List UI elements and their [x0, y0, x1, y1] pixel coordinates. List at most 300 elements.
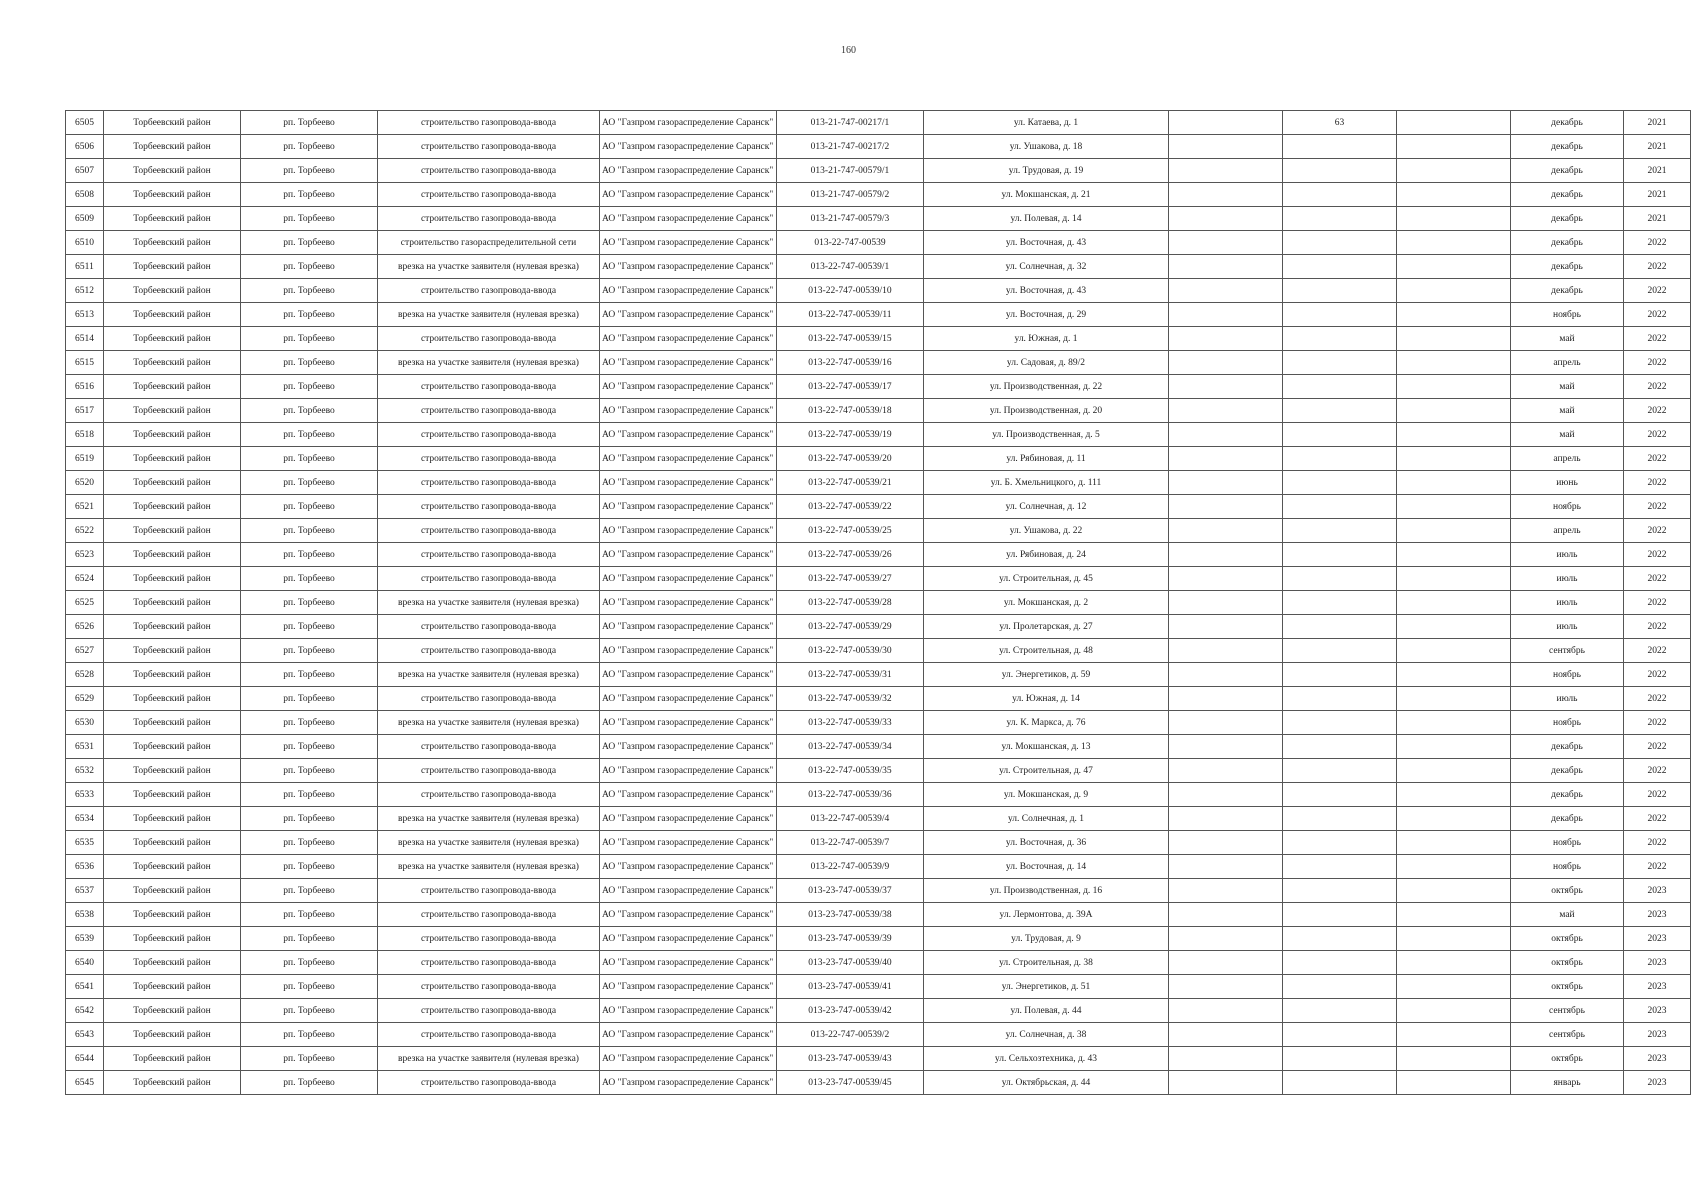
- cell-month: июль: [1511, 687, 1624, 711]
- cell-c8: [1169, 879, 1283, 903]
- table-row: [66, 135, 1691, 159]
- cell-locality: рп. Торбеево: [241, 279, 378, 303]
- cell-month: октябрь: [1511, 975, 1624, 999]
- cell-code: 013-22-747-00539/33: [777, 711, 924, 735]
- cell-work_type: строительство газопровода-ввода: [378, 543, 600, 567]
- cell-c8: [1169, 927, 1283, 951]
- cell-c9: [1283, 447, 1397, 471]
- cell-work_type: врезка на участке заявителя (нулевая врезка): [378, 807, 600, 831]
- cell-code: 013-23-747-00539/37: [777, 879, 924, 903]
- cell-c9: [1283, 615, 1397, 639]
- cell-locality: рп. Торбеево: [241, 615, 378, 639]
- cell-month: декабрь: [1511, 759, 1624, 783]
- cell-year: 2022: [1624, 615, 1691, 639]
- cell-code: 013-22-747-00539/36: [777, 783, 924, 807]
- cell-address: ул. Ушакова, д. 22: [924, 519, 1169, 543]
- cell-year: 2022: [1624, 303, 1691, 327]
- cell-address: ул. Строительная, д. 48: [924, 639, 1169, 663]
- cell-month: декабрь: [1511, 207, 1624, 231]
- table-row: [66, 423, 1691, 447]
- cell-c8: [1169, 351, 1283, 375]
- cell-c10: [1397, 135, 1511, 159]
- table-row: [66, 783, 1691, 807]
- cell-code: 013-23-747-00539/41: [777, 975, 924, 999]
- cell-month: апрель: [1511, 519, 1624, 543]
- cell-num: 6533: [66, 783, 104, 807]
- cell-district: Торбеевский район: [104, 567, 241, 591]
- cell-district: Торбеевский район: [104, 135, 241, 159]
- cell-num: 6531: [66, 735, 104, 759]
- cell-year: 2022: [1624, 639, 1691, 663]
- table-row: [66, 663, 1691, 687]
- cell-address: ул. Строительная, д. 38: [924, 951, 1169, 975]
- cell-c10: [1397, 975, 1511, 999]
- cell-c9: [1283, 495, 1397, 519]
- cell-code: 013-22-747-00539/35: [777, 759, 924, 783]
- cell-work_type: врезка на участке заявителя (нулевая врезка): [378, 591, 600, 615]
- cell-district: Торбеевский район: [104, 423, 241, 447]
- cell-c8: [1169, 327, 1283, 351]
- cell-c10: [1397, 303, 1511, 327]
- cell-num: 6529: [66, 687, 104, 711]
- cell-address: ул. Восточная, д. 43: [924, 279, 1169, 303]
- cell-address: ул. Катаева, д. 1: [924, 111, 1169, 135]
- cell-year: 2023: [1624, 1023, 1691, 1047]
- cell-address: ул. Солнечная, д. 12: [924, 495, 1169, 519]
- cell-year: 2022: [1624, 759, 1691, 783]
- cell-c9: [1283, 711, 1397, 735]
- cell-district: Торбеевский район: [104, 879, 241, 903]
- cell-c8: [1169, 663, 1283, 687]
- cell-organization: АО "Газпром газораспределение Саранск": [600, 975, 777, 999]
- cell-year: 2022: [1624, 711, 1691, 735]
- cell-year: 2021: [1624, 135, 1691, 159]
- cell-month: май: [1511, 327, 1624, 351]
- cell-organization: АО "Газпром газораспределение Саранск": [600, 519, 777, 543]
- cell-organization: АО "Газпром газораспределение Саранск": [600, 639, 777, 663]
- cell-month: январь: [1511, 1071, 1624, 1095]
- cell-c8: [1169, 759, 1283, 783]
- cell-code: 013-22-747-00539/15: [777, 327, 924, 351]
- cell-num: 6506: [66, 135, 104, 159]
- cell-num: 6515: [66, 351, 104, 375]
- cell-address: ул. Восточная, д. 29: [924, 303, 1169, 327]
- cell-address: ул. Полевая, д. 44: [924, 999, 1169, 1023]
- cell-locality: рп. Торбеево: [241, 639, 378, 663]
- cell-district: Торбеевский район: [104, 759, 241, 783]
- table-row: [66, 975, 1691, 999]
- cell-c9: [1283, 1047, 1397, 1071]
- cell-district: Торбеевский район: [104, 591, 241, 615]
- cell-organization: АО "Газпром газораспределение Саранск": [600, 567, 777, 591]
- cell-num: 6544: [66, 1047, 104, 1071]
- table-row: [66, 831, 1691, 855]
- cell-code: 013-22-747-00539/27: [777, 567, 924, 591]
- cell-work_type: строительство газопровода-ввода: [378, 639, 600, 663]
- cell-c8: [1169, 567, 1283, 591]
- cell-num: 6524: [66, 567, 104, 591]
- cell-district: Торбеевский район: [104, 735, 241, 759]
- cell-organization: АО "Газпром газораспределение Саранск": [600, 159, 777, 183]
- cell-locality: рп. Торбеево: [241, 519, 378, 543]
- table-row: [66, 903, 1691, 927]
- cell-num: 6537: [66, 879, 104, 903]
- cell-locality: рп. Торбеево: [241, 999, 378, 1023]
- cell-code: 013-21-747-00579/1: [777, 159, 924, 183]
- cell-district: Торбеевский район: [104, 783, 241, 807]
- cell-num: 6522: [66, 519, 104, 543]
- cell-locality: рп. Торбеево: [241, 759, 378, 783]
- cell-c8: [1169, 231, 1283, 255]
- cell-district: Торбеевский район: [104, 639, 241, 663]
- cell-locality: рп. Торбеево: [241, 1023, 378, 1047]
- table-row: [66, 231, 1691, 255]
- table-row: [66, 735, 1691, 759]
- cell-work_type: строительство газопровода-ввода: [378, 447, 600, 471]
- cell-work_type: строительство газопровода-ввода: [378, 759, 600, 783]
- cell-c8: [1169, 615, 1283, 639]
- cell-num: 6512: [66, 279, 104, 303]
- cell-organization: АО "Газпром газораспределение Саранск": [600, 687, 777, 711]
- cell-work_type: врезка на участке заявителя (нулевая врезка): [378, 831, 600, 855]
- cell-c10: [1397, 1023, 1511, 1047]
- cell-num: 6505: [66, 111, 104, 135]
- cell-month: ноябрь: [1511, 663, 1624, 687]
- cell-num: 6516: [66, 375, 104, 399]
- cell-year: 2022: [1624, 231, 1691, 255]
- cell-address: ул. Производственная, д. 20: [924, 399, 1169, 423]
- cell-locality: рп. Торбеево: [241, 231, 378, 255]
- cell-address: ул. Производственная, д. 22: [924, 375, 1169, 399]
- cell-num: 6507: [66, 159, 104, 183]
- cell-locality: рп. Торбеево: [241, 687, 378, 711]
- cell-num: 6510: [66, 231, 104, 255]
- cell-num: 6508: [66, 183, 104, 207]
- table-row: [66, 495, 1691, 519]
- cell-code: 013-21-747-00217/1: [777, 111, 924, 135]
- cell-locality: рп. Торбеево: [241, 495, 378, 519]
- cell-c8: [1169, 831, 1283, 855]
- cell-year: 2022: [1624, 687, 1691, 711]
- cell-month: апрель: [1511, 351, 1624, 375]
- table-row: [66, 615, 1691, 639]
- cell-c10: [1397, 999, 1511, 1023]
- cell-work_type: строительство газопровода-ввода: [378, 279, 600, 303]
- cell-c10: [1397, 495, 1511, 519]
- cell-address: ул. Производственная, д. 5: [924, 423, 1169, 447]
- cell-locality: рп. Торбеево: [241, 111, 378, 135]
- cell-locality: рп. Торбеево: [241, 423, 378, 447]
- cell-code: 013-22-747-00539/11: [777, 303, 924, 327]
- cell-month: ноябрь: [1511, 495, 1624, 519]
- cell-c9: 63: [1283, 111, 1397, 135]
- cell-district: Торбеевский район: [104, 303, 241, 327]
- cell-address: ул. Октябрьская, д. 44: [924, 1071, 1169, 1095]
- cell-month: июль: [1511, 615, 1624, 639]
- cell-year: 2022: [1624, 591, 1691, 615]
- page-number: 160: [841, 45, 856, 56]
- cell-c9: [1283, 279, 1397, 303]
- cell-address: ул. Восточная, д. 43: [924, 231, 1169, 255]
- cell-month: ноябрь: [1511, 831, 1624, 855]
- cell-num: 6530: [66, 711, 104, 735]
- table-row: [66, 159, 1691, 183]
- table-row: [66, 1023, 1691, 1047]
- cell-code: 013-23-747-00539/40: [777, 951, 924, 975]
- cell-year: 2023: [1624, 879, 1691, 903]
- cell-c10: [1397, 255, 1511, 279]
- cell-locality: рп. Торбеево: [241, 567, 378, 591]
- cell-c9: [1283, 303, 1397, 327]
- cell-work_type: строительство газопровода-ввода: [378, 783, 600, 807]
- cell-c8: [1169, 711, 1283, 735]
- cell-code: 013-22-747-00539/7: [777, 831, 924, 855]
- registry-table: [65, 110, 1691, 1095]
- cell-month: декабрь: [1511, 807, 1624, 831]
- cell-year: 2022: [1624, 567, 1691, 591]
- cell-c9: [1283, 519, 1397, 543]
- cell-c10: [1397, 351, 1511, 375]
- cell-c8: [1169, 687, 1283, 711]
- cell-district: Торбеевский район: [104, 519, 241, 543]
- cell-c10: [1397, 279, 1511, 303]
- cell-work_type: строительство газопровода-ввода: [378, 111, 600, 135]
- cell-year: 2022: [1624, 423, 1691, 447]
- cell-code: 013-22-747-00539/19: [777, 423, 924, 447]
- cell-c10: [1397, 663, 1511, 687]
- cell-c9: [1283, 1023, 1397, 1047]
- cell-month: апрель: [1511, 447, 1624, 471]
- cell-year: 2022: [1624, 519, 1691, 543]
- table-body: [66, 111, 1691, 1095]
- cell-work_type: строительство газопровода-ввода: [378, 159, 600, 183]
- cell-code: 013-22-747-00539/31: [777, 663, 924, 687]
- cell-c9: [1283, 807, 1397, 831]
- cell-month: июль: [1511, 543, 1624, 567]
- cell-c8: [1169, 639, 1283, 663]
- cell-address: ул. Рябиновая, д. 11: [924, 447, 1169, 471]
- cell-c8: [1169, 207, 1283, 231]
- cell-work_type: строительство газопровода-ввода: [378, 1071, 600, 1095]
- cell-year: 2023: [1624, 951, 1691, 975]
- cell-code: 013-22-747-00539/1: [777, 255, 924, 279]
- cell-num: 6542: [66, 999, 104, 1023]
- cell-month: октябрь: [1511, 927, 1624, 951]
- cell-num: 6534: [66, 807, 104, 831]
- cell-code: 013-21-747-00579/3: [777, 207, 924, 231]
- cell-c8: [1169, 975, 1283, 999]
- cell-month: декабрь: [1511, 279, 1624, 303]
- cell-c9: [1283, 639, 1397, 663]
- cell-c8: [1169, 591, 1283, 615]
- cell-work_type: строительство газопровода-ввода: [378, 471, 600, 495]
- cell-locality: рп. Торбеево: [241, 207, 378, 231]
- cell-code: 013-23-747-00539/42: [777, 999, 924, 1023]
- cell-c8: [1169, 399, 1283, 423]
- cell-c10: [1397, 327, 1511, 351]
- cell-year: 2022: [1624, 831, 1691, 855]
- cell-c9: [1283, 471, 1397, 495]
- table-row: [66, 1071, 1691, 1095]
- cell-district: Торбеевский район: [104, 543, 241, 567]
- cell-locality: рп. Торбеево: [241, 735, 378, 759]
- cell-c9: [1283, 423, 1397, 447]
- cell-district: Торбеевский район: [104, 327, 241, 351]
- cell-year: 2021: [1624, 207, 1691, 231]
- cell-district: Торбеевский район: [104, 927, 241, 951]
- table-row: [66, 279, 1691, 303]
- cell-c8: [1169, 1047, 1283, 1071]
- table-row: [66, 567, 1691, 591]
- cell-organization: АО "Газпром газораспределение Саранск": [600, 1071, 777, 1095]
- cell-c8: [1169, 447, 1283, 471]
- cell-num: 6541: [66, 975, 104, 999]
- cell-c9: [1283, 831, 1397, 855]
- cell-organization: АО "Газпром газораспределение Саранск": [600, 711, 777, 735]
- cell-address: ул. Солнечная, д. 1: [924, 807, 1169, 831]
- cell-locality: рп. Торбеево: [241, 1047, 378, 1071]
- table-row: [66, 447, 1691, 471]
- cell-work_type: строительство газопровода-ввода: [378, 687, 600, 711]
- cell-c10: [1397, 879, 1511, 903]
- cell-district: Торбеевский район: [104, 1047, 241, 1071]
- cell-locality: рп. Торбеево: [241, 375, 378, 399]
- cell-c8: [1169, 543, 1283, 567]
- cell-address: ул. Восточная, д. 14: [924, 855, 1169, 879]
- cell-year: 2022: [1624, 351, 1691, 375]
- cell-organization: АО "Газпром газораспределение Саранск": [600, 759, 777, 783]
- cell-address: ул. Трудовая, д. 19: [924, 159, 1169, 183]
- cell-c8: [1169, 903, 1283, 927]
- table-row: [66, 1047, 1691, 1071]
- cell-c8: [1169, 855, 1283, 879]
- table-row: [66, 927, 1691, 951]
- cell-num: 6517: [66, 399, 104, 423]
- cell-district: Торбеевский район: [104, 447, 241, 471]
- cell-c9: [1283, 759, 1397, 783]
- cell-organization: АО "Газпром газораспределение Саранск": [600, 855, 777, 879]
- cell-work_type: врезка на участке заявителя (нулевая врезка): [378, 663, 600, 687]
- cell-year: 2022: [1624, 495, 1691, 519]
- cell-address: ул. Ушакова, д. 18: [924, 135, 1169, 159]
- cell-c10: [1397, 615, 1511, 639]
- cell-organization: АО "Газпром газораспределение Саранск": [600, 831, 777, 855]
- table-row: [66, 327, 1691, 351]
- cell-district: Торбеевский район: [104, 231, 241, 255]
- cell-month: май: [1511, 399, 1624, 423]
- cell-c8: [1169, 111, 1283, 135]
- cell-work_type: строительство газопровода-ввода: [378, 423, 600, 447]
- cell-address: ул. Лермонтова, д. 39А: [924, 903, 1169, 927]
- cell-code: 013-22-747-00539/34: [777, 735, 924, 759]
- cell-c8: [1169, 495, 1283, 519]
- cell-district: Торбеевский район: [104, 495, 241, 519]
- cell-organization: АО "Газпром газораспределение Саранск": [600, 207, 777, 231]
- cell-district: Торбеевский район: [104, 855, 241, 879]
- cell-c10: [1397, 567, 1511, 591]
- cell-month: декабрь: [1511, 135, 1624, 159]
- cell-num: 6525: [66, 591, 104, 615]
- table-row: [66, 351, 1691, 375]
- cell-work_type: строительство газопровода-ввода: [378, 615, 600, 639]
- cell-c10: [1397, 807, 1511, 831]
- cell-c10: [1397, 687, 1511, 711]
- cell-locality: рп. Торбеево: [241, 303, 378, 327]
- cell-address: ул. К. Маркса, д. 76: [924, 711, 1169, 735]
- cell-locality: рп. Торбеево: [241, 591, 378, 615]
- cell-year: 2022: [1624, 783, 1691, 807]
- cell-c10: [1397, 423, 1511, 447]
- cell-address: ул. Мокшанская, д. 9: [924, 783, 1169, 807]
- table-row: [66, 207, 1691, 231]
- cell-code: 013-22-747-00539/20: [777, 447, 924, 471]
- table-row: [66, 855, 1691, 879]
- cell-organization: АО "Газпром газораспределение Саранск": [600, 543, 777, 567]
- cell-address: ул. Садовая, д. 89/2: [924, 351, 1169, 375]
- cell-work_type: строительство газопровода-ввода: [378, 519, 600, 543]
- table-row: [66, 879, 1691, 903]
- cell-work_type: строительство газопровода-ввода: [378, 399, 600, 423]
- cell-c9: [1283, 567, 1397, 591]
- table-row: [66, 999, 1691, 1023]
- cell-district: Торбеевский район: [104, 831, 241, 855]
- cell-code: 013-22-747-00539/28: [777, 591, 924, 615]
- cell-code: 013-22-747-00539/9: [777, 855, 924, 879]
- cell-work_type: врезка на участке заявителя (нулевая врезка): [378, 303, 600, 327]
- cell-year: 2022: [1624, 735, 1691, 759]
- cell-c9: [1283, 135, 1397, 159]
- cell-num: 6532: [66, 759, 104, 783]
- cell-work_type: строительство газопровода-ввода: [378, 375, 600, 399]
- cell-district: Торбеевский район: [104, 1071, 241, 1095]
- cell-num: 6528: [66, 663, 104, 687]
- cell-address: ул. Рябиновая, д. 24: [924, 543, 1169, 567]
- cell-year: 2023: [1624, 999, 1691, 1023]
- table-row: [66, 591, 1691, 615]
- cell-c10: [1397, 399, 1511, 423]
- cell-address: ул. Полевая, д. 14: [924, 207, 1169, 231]
- cell-address: ул. Энергетиков, д. 51: [924, 975, 1169, 999]
- table-row: [66, 375, 1691, 399]
- cell-num: 6513: [66, 303, 104, 327]
- cell-address: ул. Строительная, д. 47: [924, 759, 1169, 783]
- cell-c10: [1397, 783, 1511, 807]
- cell-district: Торбеевский район: [104, 279, 241, 303]
- cell-organization: АО "Газпром газораспределение Саранск": [600, 279, 777, 303]
- cell-work_type: строительство газопровода-ввода: [378, 1023, 600, 1047]
- cell-district: Торбеевский район: [104, 471, 241, 495]
- cell-c9: [1283, 687, 1397, 711]
- cell-year: 2021: [1624, 183, 1691, 207]
- cell-locality: рп. Торбеево: [241, 663, 378, 687]
- cell-c10: [1397, 231, 1511, 255]
- cell-num: 6509: [66, 207, 104, 231]
- cell-locality: рп. Торбеево: [241, 951, 378, 975]
- cell-code: 013-22-747-00539/2: [777, 1023, 924, 1047]
- cell-work_type: строительство газопровода-ввода: [378, 927, 600, 951]
- cell-c9: [1283, 735, 1397, 759]
- cell-month: октябрь: [1511, 879, 1624, 903]
- cell-address: ул. Солнечная, д. 32: [924, 255, 1169, 279]
- cell-code: 013-22-747-00539/16: [777, 351, 924, 375]
- cell-district: Торбеевский район: [104, 351, 241, 375]
- cell-num: 6535: [66, 831, 104, 855]
- cell-month: май: [1511, 423, 1624, 447]
- cell-c9: [1283, 351, 1397, 375]
- cell-locality: рп. Торбеево: [241, 327, 378, 351]
- cell-locality: рп. Торбеево: [241, 1071, 378, 1095]
- cell-address: ул. Пролетарская, д. 27: [924, 615, 1169, 639]
